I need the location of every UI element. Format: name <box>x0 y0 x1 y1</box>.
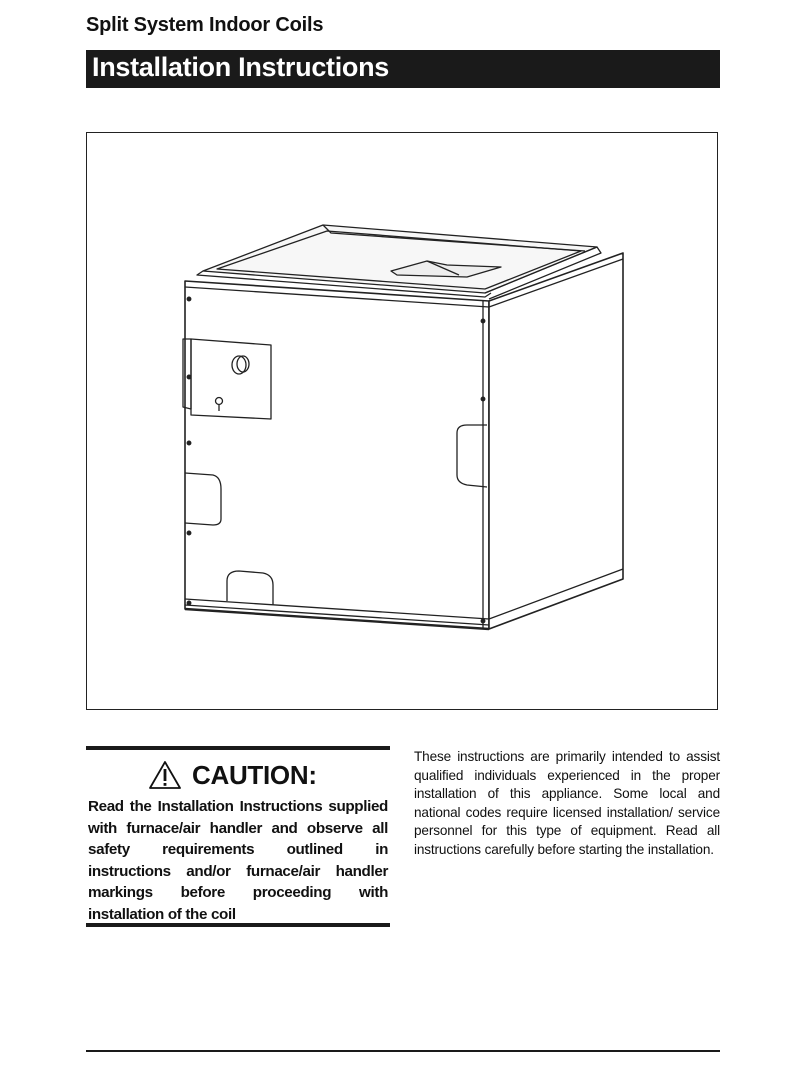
footer-rule <box>86 1050 720 1052</box>
cabinet-front-face <box>185 281 489 629</box>
document-title: Installation Instructions <box>92 52 390 82</box>
coil-cabinet-illustration <box>87 133 719 711</box>
caution-text: Read the Installation Instructions supplied with furnace/air handler and observe all safety requirements outlined in instructions and/or furnace/air handler markings before proceeding with installation of the coil <box>88 798 388 923</box>
caution-heading: CAUTION: <box>192 759 317 790</box>
access-panel <box>191 339 271 419</box>
product-figure <box>86 132 718 710</box>
caution-rule-top <box>86 746 390 750</box>
cabinet-side-face <box>489 253 623 629</box>
caution-box <box>86 746 390 926</box>
caution-rule-bottom <box>86 923 390 927</box>
caution-heading-row <box>148 758 317 792</box>
warning-triangle-icon <box>148 760 182 790</box>
intro-paragraph: These instructions are primarily intended to assist qualified individuals experienced in the proper installation of this appliance. Some local and national codes require licensed installation/ service personnel for this type of equipment. Read all instructions carefully before starting the installation. <box>414 749 720 857</box>
title-bar <box>86 50 720 88</box>
document-subtitle: Split System Indoor Coils <box>86 14 324 36</box>
